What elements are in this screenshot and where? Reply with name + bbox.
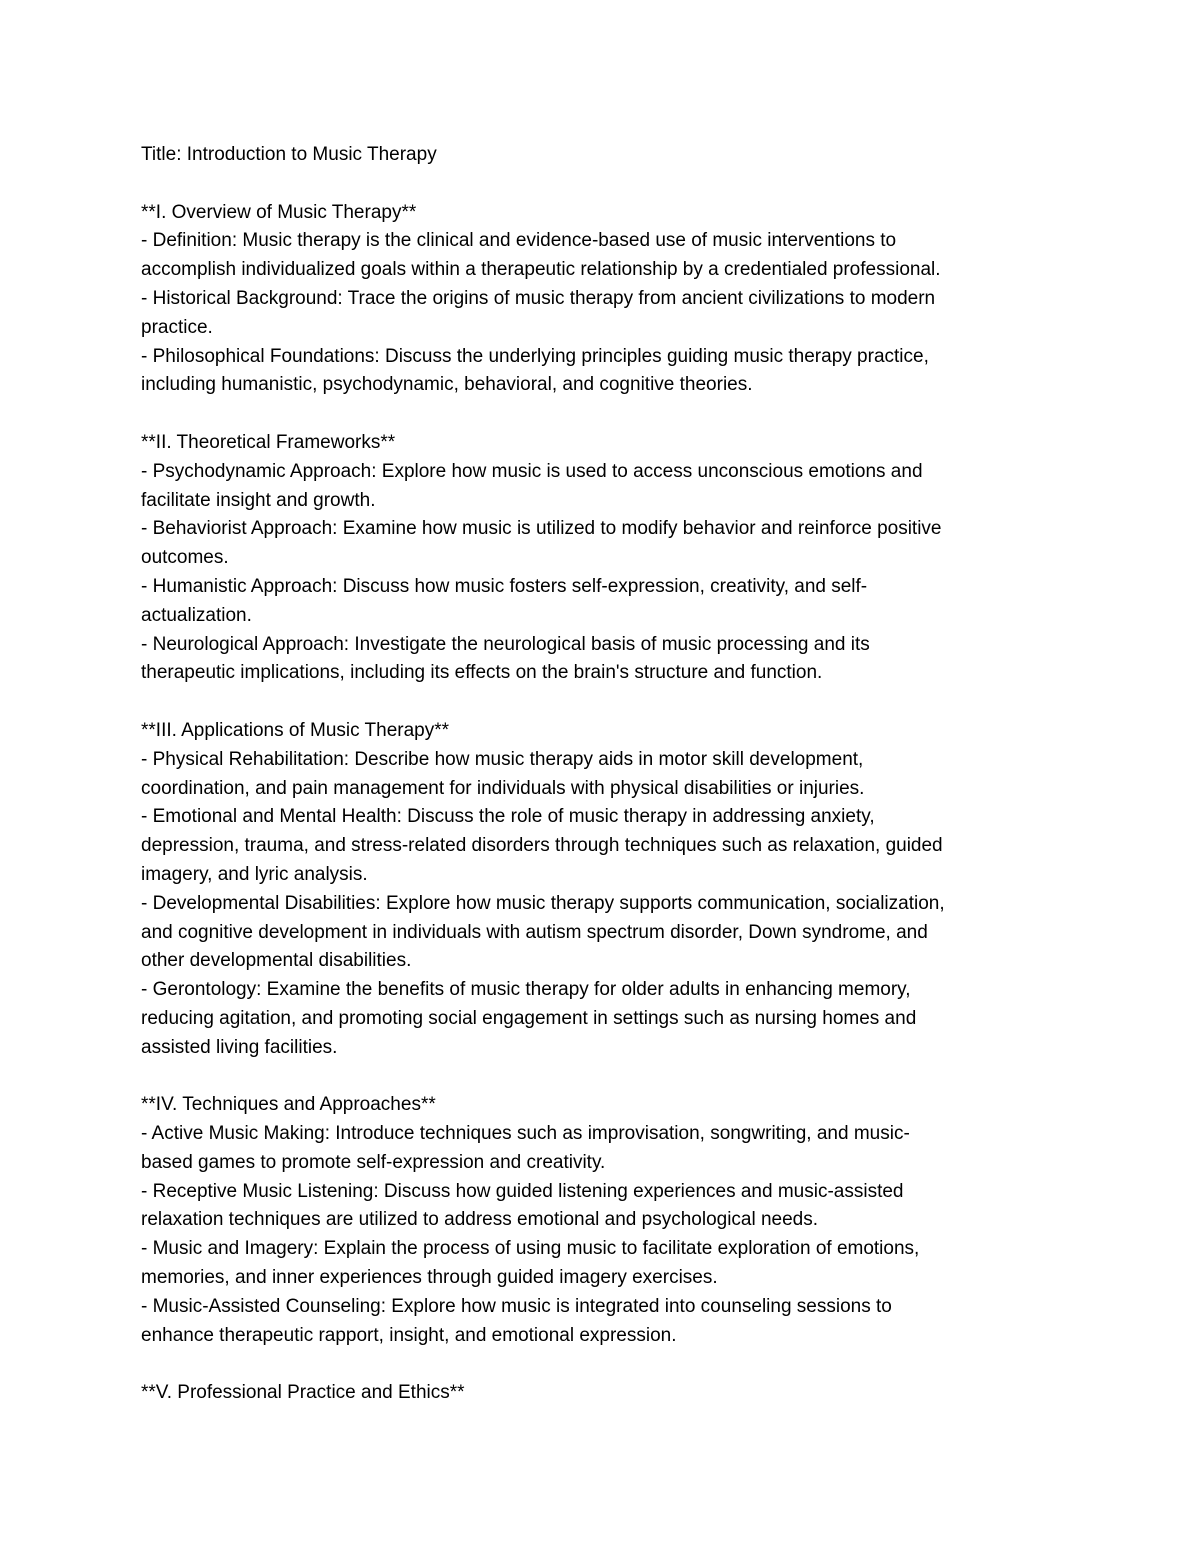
section-line: depression, trauma, and stress-related disorders through techniques such as relaxation, guided [141, 835, 943, 857]
section-professional-practice [141, 1379, 1081, 1408]
section-line: - Philosophical Foundations: Discuss the underlying principles guiding music therapy practice, [141, 345, 929, 367]
section-line: other developmental disabilities. [141, 950, 412, 972]
section-line: - Psychodynamic Approach: Explore how music is used to access unconscious emotions and [141, 460, 923, 482]
document-body [141, 141, 1081, 1408]
section-heading: **II. Theoretical Frameworks** [141, 431, 396, 453]
section-applications [141, 717, 1081, 1063]
section-heading: **IV. Techniques and Approaches** [141, 1094, 436, 1116]
section-line: based games to promote self-expression and creativity. [141, 1151, 606, 1173]
section-line: - Receptive Music Listening: Discuss how guided listening experiences and music-assisted [141, 1180, 904, 1202]
section-techniques [141, 1091, 1081, 1350]
document-title: Title: Introduction to Music Therapy [141, 144, 437, 165]
blank-line [141, 400, 1081, 429]
section-line: and cognitive development in individuals with autism spectrum disorder, Down syndrome, and [141, 921, 928, 943]
section-line: coordination, and pain management for individuals with physical disabilities or injuries. [141, 777, 865, 799]
section-line: relaxation techniques are utilized to address emotional and psychological needs. [141, 1209, 819, 1231]
section-heading: **I. Overview of Music Therapy** [141, 201, 417, 223]
section-line: - Neurological Approach: Investigate the neurological basis of music processing and its [141, 633, 870, 655]
section-line: enhance therapeutic rapport, insight, and emotional expression. [141, 1324, 677, 1346]
section-heading: **III. Applications of Music Therapy** [141, 719, 450, 741]
section-line: practice. [141, 316, 213, 338]
section-line: facilitate insight and growth. [141, 489, 376, 511]
section-line: - Physical Rehabilitation: Describe how music therapy aids in motor skill development, [141, 748, 864, 770]
section-line: reducing agitation, and promoting social engagement in settings such as nursing homes and [141, 1007, 917, 1029]
section-line: - Behaviorist Approach: Examine how music is utilized to modify behavior and reinforce positive [141, 518, 942, 540]
blank-line [141, 1063, 1081, 1092]
section-line: - Developmental Disabilities: Explore how music therapy supports communication, socialization, [141, 892, 945, 914]
section-line: - Gerontology: Examine the benefits of music therapy for older adults in enhancing memory, [141, 979, 911, 1001]
section-line: including humanistic, psychodynamic, behavioral, and cognitive theories. [141, 374, 753, 396]
blank-line [141, 170, 1081, 199]
section-line: actualization. [141, 604, 252, 626]
section-line: - Emotional and Mental Health: Discuss the role of music therapy in addressing anxiety, [141, 806, 875, 828]
section-line: - Definition: Music therapy is the clinical and evidence-based use of music interventions to [141, 230, 897, 252]
blank-line [141, 688, 1081, 717]
section-line: accomplish individualized goals within a therapeutic relationship by a credentialed professional. [141, 259, 941, 281]
blank-line [141, 1350, 1081, 1379]
section-overview [141, 199, 1081, 401]
section-line: - Active Music Making: Introduce techniques such as improvisation, songwriting, and music- [141, 1123, 910, 1145]
section-line: - Humanistic Approach: Discuss how music fosters self-expression, creativity, and self- [141, 575, 868, 597]
section-line: therapeutic implications, including its effects on the brain's structure and function. [141, 662, 823, 684]
section-line: - Music and Imagery: Explain the process of using music to facilitate exploration of emotions, [141, 1238, 920, 1260]
section-line: outcomes. [141, 547, 229, 569]
section-line: - Historical Background: Trace the origins of music therapy from ancient civilizations to modern [141, 287, 936, 309]
section-heading: **V. Professional Practice and Ethics** [141, 1382, 465, 1404]
section-theoretical-frameworks [141, 429, 1081, 688]
section-line: - Music-Assisted Counseling: Explore how music is integrated into counseling sessions to [141, 1295, 892, 1317]
section-line: imagery, and lyric analysis. [141, 863, 368, 885]
section-line: memories, and inner experiences through guided imagery exercises. [141, 1267, 718, 1289]
section-line: assisted living facilities. [141, 1036, 338, 1058]
